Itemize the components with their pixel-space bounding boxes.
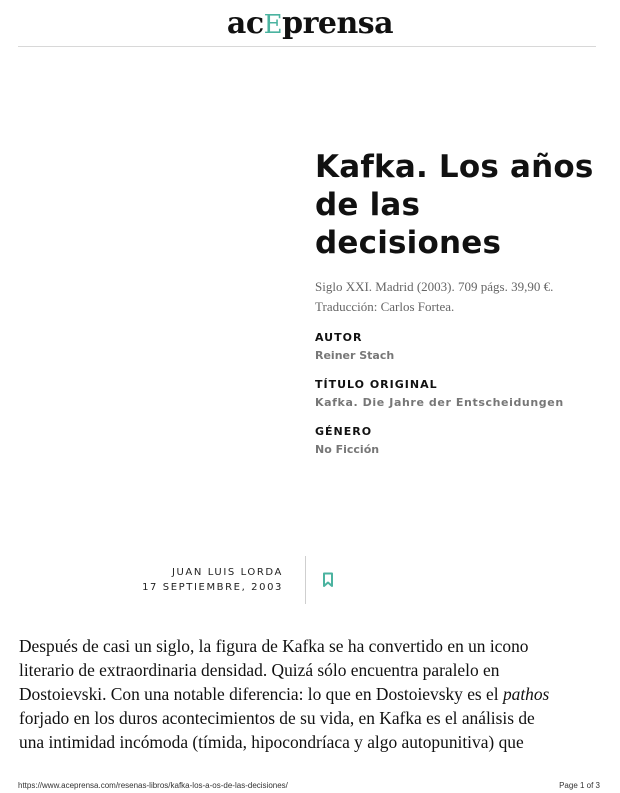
article-line: una intimidad incómoda (tímida, hipocondríaca y algo autopunitiva) que: [19, 732, 524, 752]
genre-value[interactable]: No Ficción: [315, 443, 380, 456]
article-line: literario de extraordinaria densidad. Quizá sólo encuentra paralelo en: [19, 660, 500, 680]
genre-label: GÉNERO: [315, 425, 373, 438]
review-date: 17 SEPTIEMBRE, 2003: [142, 582, 283, 593]
site-logo[interactable]: [0, 6, 620, 41]
article-body: [19, 634, 604, 754]
print-footer: [0, 778, 620, 793]
article-line: forjado en los duros acontecimientos de su vida, en Kafka es el análisis de: [19, 708, 535, 728]
article-line: [19, 682, 604, 706]
article-emphasis: pathos: [502, 684, 550, 704]
translator: Traducción: Carlos Fortea.: [315, 299, 455, 314]
reviewer-name[interactable]: JUAN LUIS LORDA: [171, 567, 283, 578]
author-value[interactable]: Reiner Stach: [315, 349, 395, 362]
byline: [142, 565, 283, 595]
page-number: Page 1 of 3: [559, 781, 600, 790]
page-url: https://www.aceprensa.com/resenas-libros/kafka-los-a-os-de-las-decisiones/: [18, 781, 288, 790]
original-title-label: TÍTULO ORIGINAL: [315, 378, 438, 391]
article-line: Después de casi un siglo, la figura de Kafka se ha convertido en un icono: [19, 636, 529, 656]
header-divider: [18, 46, 596, 47]
author-label: AUTOR: [315, 331, 363, 344]
logo-text-end: prensa: [282, 6, 394, 41]
publication-details: Siglo XXI. Madrid (2003). 709 págs. 39,90 €.: [315, 279, 554, 294]
article-text: Dostoievski. Con una notable diferencia: lo que en Dostoievsky es el: [19, 684, 503, 704]
publication-info: [315, 277, 605, 317]
bookmark-icon[interactable]: [322, 572, 334, 588]
byline-divider: [305, 556, 306, 604]
book-title: Kafka. Los años de las decisiones: [315, 149, 594, 261]
logo-text-start: ac: [226, 6, 264, 41]
logo-accent-letter: E: [263, 10, 283, 40]
original-title-value: Kafka. Die Jahre der Entscheidungen: [315, 396, 564, 409]
